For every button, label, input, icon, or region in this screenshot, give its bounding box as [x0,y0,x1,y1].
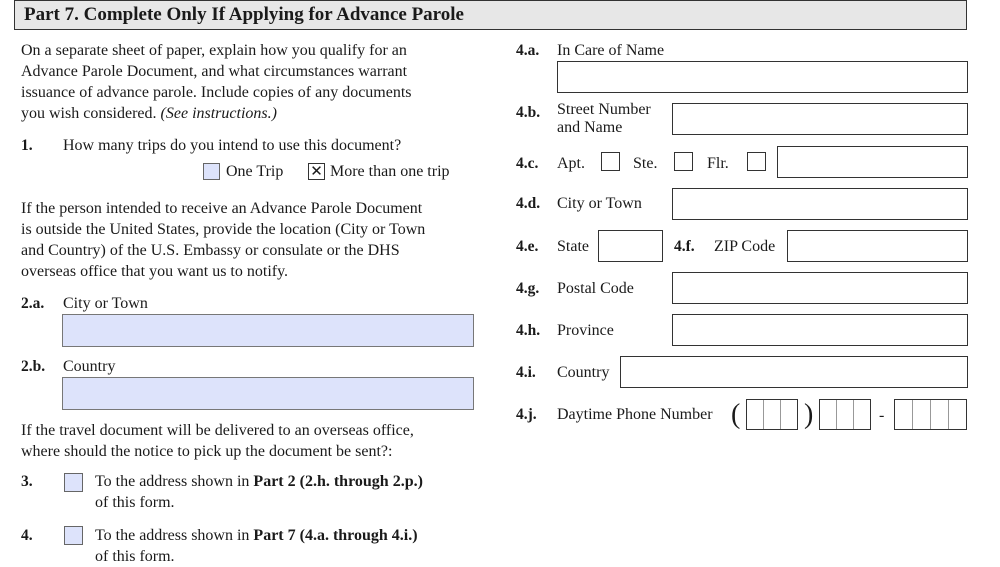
q4h-label: Province [557,322,614,339]
q4-number: 4. [21,527,33,544]
q4d-number: 4.d. [516,195,541,212]
q4i-label: Country [557,364,610,381]
q4b-number: 4.b. [516,104,541,121]
q3-text-pre: To the address shown in [95,473,254,490]
delivery-line-2: where should the notice to pick up the document be sent?: [21,443,393,460]
q4h-number: 4.h. [516,322,541,339]
q4f-label: ZIP Code [714,238,776,255]
q4c-number: 4.c. [516,155,539,172]
q2a-city-input[interactable] [62,314,474,347]
one-trip-label: One Trip [226,163,284,180]
q3-line2: of this form. [95,494,175,511]
q4-text-bold: Part 7 (4.a. through 4.i.) [253,527,418,544]
q1-question: How many trips do you intend to use this document? [63,137,402,154]
q2a-label: City or Town [63,295,148,312]
location-line-4: overseas office that you want us to notify. [21,263,289,280]
part-7-header: Part 7. Complete Only If Applying for Advance Parole [14,0,967,30]
q4d-city-input[interactable] [672,188,968,220]
q4b-label-line1: Street Number [557,101,651,118]
q4-line2: of this form. [95,548,175,565]
q4i-number: 4.i. [516,364,536,381]
location-line-1: If the person intended to receive an Advance Parole Document [21,200,423,217]
q4-checkbox[interactable] [64,526,83,545]
q4g-postal-code-input[interactable] [672,272,968,304]
q4f-zip-input[interactable] [787,230,968,262]
apt-label: Apt. [557,155,585,172]
see-instructions-note: (See instructions.) [160,105,277,122]
location-line-3: and Country) of the U.S. Embassy or consulate or the DHS [21,242,400,259]
phone-dash: - [879,407,885,424]
q2b-country-input[interactable] [62,377,474,410]
intro-line-4-text: you wish considered. [21,105,157,122]
q4h-province-input[interactable] [672,314,968,346]
ste-label: Ste. [633,155,658,172]
q1-number: 1. [21,137,33,154]
flr-label: Flr. [707,155,729,172]
q3-number: 3. [21,473,33,490]
q3-text [95,471,423,492]
one-trip-checkbox[interactable] [203,163,220,180]
phone-open-paren: ( [731,399,741,430]
intro-line-3: issuance of advance parole. Include copies of any documents [21,84,412,101]
q2b-label: Country [63,358,116,375]
phone-close-paren: ) [804,399,814,430]
q4c-unit-number-input[interactable] [777,146,968,178]
q4d-label: City or Town [557,195,642,212]
q4g-label: Postal Code [557,280,634,297]
phone-line-number-input[interactable] [894,399,967,430]
location-line-2: is outside the United States, provide the location (City or Town [21,221,426,238]
q3-text-bold: Part 2 (2.h. through 2.p.) [253,473,423,490]
q4j-number: 4.j. [516,406,537,423]
intro-line-4 [21,103,277,124]
q4i-country-input[interactable] [620,356,968,388]
q4a-in-care-of-input[interactable] [557,61,968,93]
q2a-number: 2.a. [21,295,45,312]
q4g-number: 4.g. [516,280,540,297]
more-than-one-trip-checkbox[interactable]: ✕ [308,163,325,180]
delivery-line-1: If the travel document will be delivered to an overseas office, [21,422,414,439]
q4a-label: In Care of Name [557,42,665,59]
q4f-number: 4.f. [674,238,695,255]
ste-checkbox[interactable] [674,152,693,171]
intro-line-2: Advance Parole Document, and what circumstances warrant [21,63,408,80]
flr-checkbox[interactable] [747,152,766,171]
q4-text [95,525,418,546]
phone-prefix-input[interactable] [819,399,871,430]
phone-area-code-input[interactable] [746,399,798,430]
q2b-number: 2.b. [21,358,46,375]
q4b-street-input[interactable] [672,103,968,135]
apt-checkbox[interactable] [601,152,620,171]
q4a-number: 4.a. [516,42,540,59]
q4e-state-select[interactable] [598,230,663,262]
more-than-one-trip-label: More than one trip [330,163,450,180]
q4e-number: 4.e. [516,238,539,255]
q4e-label: State [557,238,589,255]
q3-checkbox[interactable] [64,473,83,492]
q4b-label-line2: and Name [557,119,623,136]
intro-line-1: On a separate sheet of paper, explain how you qualify for an [21,42,407,59]
q4-text-pre: To the address shown in [95,527,254,544]
q4j-label: Daytime Phone Number [557,406,713,423]
